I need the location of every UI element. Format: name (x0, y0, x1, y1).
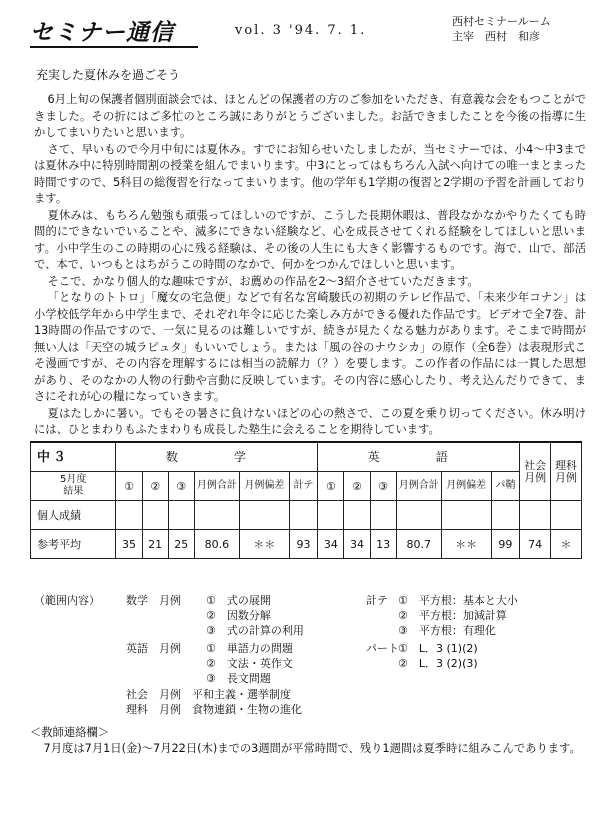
publisher-owner: 主宰 西村 和彦 (452, 30, 540, 43)
newsletter-header (30, 14, 390, 54)
newsletter-logo: セミナー通信 (30, 19, 174, 46)
avg-cell: 80.6 (194, 530, 239, 559)
scope-part-label: パート (366, 642, 399, 655)
scope-english-item: ③ 長文問題 (206, 672, 271, 685)
scope-keiten-item: ② 平方根：加減計算 (398, 609, 507, 622)
paragraph: さて、早いもので今月中旬には夏休み。すでにお知らせいたしましたが、当セミナーでは、小4～中3までは夏休み中に特別時間割の授業を組んでまいります。中3にとってはもちろん入試へ向けての唯一まとまった時間ですので、5科目の総復習を行なってまいります。他の学年も1学期の復習と2学期の予習を計画しております。 (34, 142, 586, 205)
scope-english-label: 英語 月例 (126, 642, 181, 655)
col-keiten: 計テ (289, 472, 318, 501)
avg-cell: 13 (370, 530, 396, 559)
avg-cell: 34 (344, 530, 370, 559)
paragraph: 「となりのトトロ」「魔女の宅急便」などで有名な宮崎駿氏の初期のテレビ作品で、「未来少年コナン」は小学校低学年から中学生まで、それぞれ年令に応じた楽しみ方ができる優れた作品です。ビデオで全7巻、計13時間の作品ですので、一気に見るのは難しいですが、続きが見たくなる魅力があります。そこまで時間が無い人は「天空の城ラピュタ」もいいでしょう。または「風の谷のナウシカ」の原作（全6巻）は表現形式こそ漫画ですが、その内容を理解するには相当の読解力（？）を要します。この作者の作品には一貫した思想があり、そのなかの人物の行動や言動に反映しています。その内容に感心したり、考え込んだりできて、まさにそれが心の糧になっていきます。 (34, 291, 586, 403)
col-q1: ① (116, 472, 142, 501)
teacher-notes-heading: ＜教師連絡欄＞ (30, 726, 110, 739)
paragraph: 6月上旬の保護者個別面談会では、ほとんどの保護者の方のご参加をいただき、有意義な会をもつことができました。その折にはご多忙のところ誠にありがとうございました。お話できましたことを今後の指導に生かしてまいりたいと思います。 (34, 93, 586, 139)
col-q1: ① (318, 472, 344, 501)
scope-english-item: ② 文法・英作文 (206, 657, 293, 670)
avg-cell: 99 (491, 530, 520, 559)
scope-science: 理科 月例 食物連鎖・生物の進化 (126, 703, 302, 716)
scope-math-label: 数学 月例 (126, 594, 181, 607)
social-header: 社会月例 (520, 442, 551, 501)
scope-math-item: ① 式の展開 (206, 594, 271, 607)
publisher-info (452, 14, 551, 44)
scope-part-item: ② L．3 (2)(3) (398, 657, 478, 670)
avg-cell: 21 (142, 530, 168, 559)
col-q2: ② (142, 472, 168, 501)
teacher-notes-text: 7月度は7月1日(金)～7月22日(木)までの3週間が平常時間で、残り1週間は夏季時に組みこんであります。 (43, 742, 581, 755)
logo-underline (30, 46, 198, 48)
avg-cell: ＊＊ (441, 530, 491, 559)
issue-volume: vol. 3 '94. 7. 1. (235, 23, 367, 38)
scope-keiten-item: ① 平方根：基本と大小 (398, 594, 518, 607)
row-label-personal: 個人成績 (31, 501, 116, 530)
avg-cell: 80.7 (396, 530, 441, 559)
scope-english-item: ① 単語力の問題 (206, 642, 293, 655)
col-q3: ③ (168, 472, 194, 501)
col-q2: ② (344, 472, 370, 501)
publisher-org: 西村セミナールーム (452, 15, 551, 28)
col-total: 月例合計 (194, 472, 239, 501)
paragraph: そこで、かなり個人的な趣味ですが、お薦めの作品を2～3紹介させていただきます。 (47, 274, 479, 288)
table-row-personal (31, 501, 582, 530)
paragraph: 夏はたしかに暑い。でもその暑さに負けないほどの心の熱さで、この夏を乗り切ってください。休み明けには、ひとまわりもふたまわりも成長した塾生に会えることを期待しています。 (34, 406, 586, 436)
avg-cell: 93 (289, 530, 318, 559)
avg-cell: 74 (520, 530, 551, 559)
scope-social: 社会 月例 平和主義・選挙制度 (126, 688, 291, 701)
avg-cell: 34 (318, 530, 344, 559)
avg-cell: 35 (116, 530, 142, 559)
subject-math-header: 数 学 (116, 442, 318, 472)
table-subheader-row (31, 472, 582, 501)
scope-math-item: ② 因数分解 (206, 609, 271, 622)
article-headline: 充実した夏休みを過ごそう (36, 68, 181, 82)
scope-math-item: ③ 式の計算の利用 (206, 624, 304, 637)
scope-keiten-item: ③ 平方根：有理化 (398, 624, 496, 637)
col-q3: ③ (370, 472, 396, 501)
paragraph: 夏休みは、もちろん勉強も頑張ってほしいのですが、こうした長期休暇は、普段なかなかやりたくても時間的にできないでいることや、滅多にできない経験など、心を成長させてくれる経験をしてほしいと思います。小中学生のこの時期の心に残る経験は、その後の人生にも大きく影響するものです。海で、山で、部活で、本で、いつもとはちがうこの時間のなかで、何かをつかんでほしいと思います。 (34, 208, 586, 271)
scope-label: （範囲内容） (34, 594, 100, 607)
results-table (30, 441, 582, 559)
table-row-average (31, 530, 582, 559)
grade-cell: 中３ (31, 442, 116, 472)
subject-english-header: 英 語 (318, 442, 520, 472)
teacher-notes (30, 725, 590, 757)
col-deviation: 月例偏差 (441, 472, 491, 501)
month-label-cell: 5月度 結果 (31, 472, 116, 501)
table-header-row (31, 442, 582, 472)
scope-part-item: ① L．3 (1)(2) (398, 642, 478, 655)
avg-cell: 25 (168, 530, 194, 559)
col-total: 月例合計 (396, 472, 441, 501)
science-header: 理科月例 (551, 442, 582, 501)
avg-cell: ＊ (551, 530, 582, 559)
scope-keiten-label: 計テ (366, 594, 388, 607)
col-part: パ鞘 (491, 472, 520, 501)
row-label-average: 参考平均 (31, 530, 116, 559)
article-body (34, 92, 586, 439)
col-deviation: 月例偏差 (239, 472, 289, 501)
avg-cell: ＊＊ (239, 530, 289, 559)
